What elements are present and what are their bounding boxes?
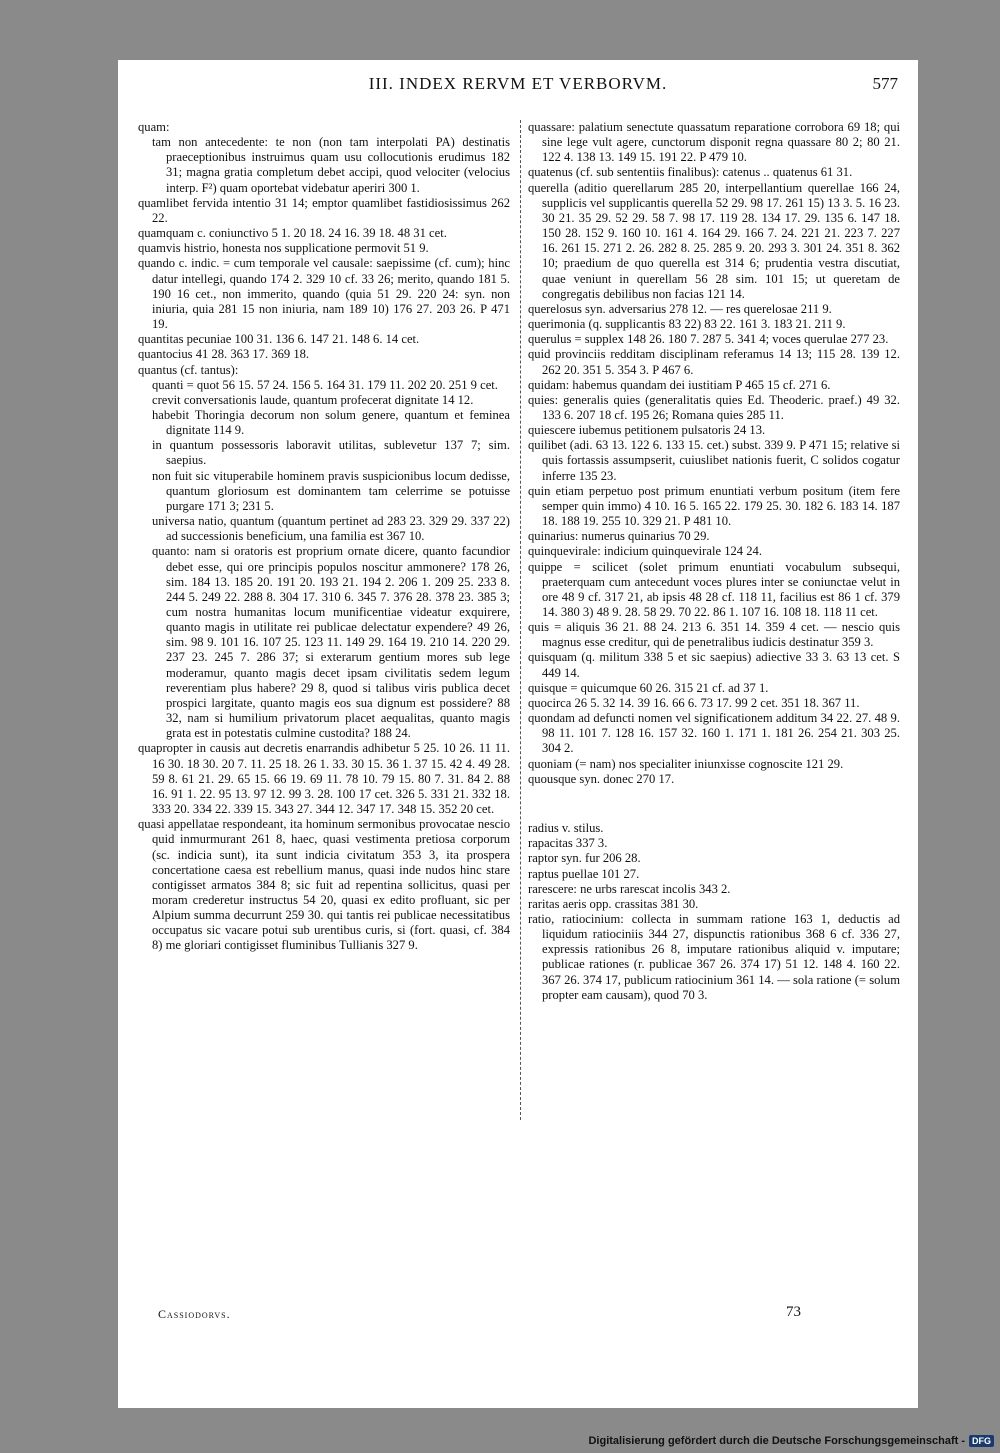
index-entry: quiescere iubemus petitionem pulsatoris 24 13. [528,423,766,438]
index-subentry: in quantum possessoris laboravit utilitas, sublevetur 137 7; sim. saepius. [152,438,510,468]
index-subentry: universa natio, quantum (quantum pertinet ad 283 23. 329 29. 337 22) ad successionis beneficium, una familia est 367 10. [152,514,510,544]
digitization-banner [588,1433,994,1449]
index-subentry: habebit Thoringia decorum non solum genere, quantum et feminea dignitate 114 9. [152,407,510,438]
index-entry: quamlibet fervida intentio 31 14; emptor quamlibet fastidiosissimus 262 22. [138,195,510,225]
index-entry: quatenus (cf. sub sententiis finalibus): catenus .. quatenus 61 31. [528,165,853,180]
index-subentry: quanti = quot 56 15. 57 24. 156 5. 164 31. 179 11. 202 20. 251 9 cet. [152,377,498,392]
page-number: 577 [872,74,898,93]
index-entry: querella (aditio querellarum 285 20, interpellantium querellae 166 24, supplicis vel supplicantis querella 52 29. 98 17. 261 15) 13 3. 5. 16 23. 30 21. 35 29. 52 29. 58 7. 98 17. 119 28. 134 17. 29. 135 6. 147 18. 150 28. 152 9. 160 10. 161 4. 164 29. 166 7. 24. 221 21. 223 7. 227 16. 261 15. 271 2. 26. 282 8. 25. 285 9. 20. 293 3. 301 24. 351 8. 362 10; praedium de quo querella est 314 6; prudentia vestra discutiat, quae veniunt in querellam 56 28 sim. 101 15; ut queretam de congregatis debilibus non facias 121 14. [528,180,900,301]
index-entry: quocirca 26 5. 32 14. 39 16. 66 6. 73 17. 99 2 cet. 351 18. 367 11. [528,695,860,710]
index-entry: rarescere: ne urbs rarescat incolis 343 2. [528,881,731,896]
index-entry: querimonia (q. supplicantis 83 22) 83 22. 161 3. 183 21. 211 9. [528,317,846,332]
index-entry: quam: [138,120,170,134]
index-entry: quassare: palatium senectute quassatum reparatione corrobora 69 18; qui sine lege vult agere, cunctorum disponit regna quassare 80 2; 80 21. 122 4. 138 13. 149 15. 191 22. P 479 10. [528,120,900,165]
index-entry: quin etiam perpetuo post primum enuntiati verbum positum (item fere semper quin immo) 4 10. 16 5. 165 22. 179 25. 30. 182 6. 183 14. 187 18. 188 19. 255 10. 329 21. P 481 10. [528,483,900,529]
index-entry: quilibet (adi. 63 13. 122 6. 133 15. cet.) subst. 339 9. P 471 15; relative si quis fortassis assumpserit, cuiuslibet nationis fuerit, C solidos cogatur inferre 135 23. [528,438,900,483]
index-entry: radius v. stilus. [528,821,604,836]
banner-text: Digitalisierung gefördert durch die Deutsche Forschungsgemeinschaft - [588,1435,965,1447]
index-subentry: quanto: nam si oratoris est proprium ornate dicere, quanto facundior debet esse, qui ore principis populos noscitur ammonere? 178 26, sim. 184 13. 185 20. 191 20. 193 21. 194 2. 206 1. 209 25. 233 8. 244 5. 249 22. 288 8. 304 17. 310 6. 345 7. 376 28. 378 23. 385 3; cum nostra humanitas locum munificentiae videatur exquirere, quanto magis in utilitate rei publicae delectatur expendere? 49 26, sim. 98 9. 101 16. 107 25. 123 11. 149 29. 164 19. 210 14. 220 29. 237 23. 245 7. 286 37; si exterarum gentium mores sub lege moderamur, quanto magis decet ipsam civilitatis sedem legum reverentiam plus habere? 29 8, quod si talibus viris publica decet prospici largitate, quanto magis eos sua dignum est possidere? 88 32, nam si humilium privatorum placet aequalitas, quanto magis grata est in potestatis culmine custodita? 188 24. [152,544,510,741]
index-subentry: tam non antecedente: te non (non tam interpolati PA) destinatis praeceptionibus instruimus quam usu collocutionis erudimus 182 31; magna gratia completum debet accipi, quod velociter (velocius interp. F²) quam oportebat videbatur aperiri 300 1. [152,135,510,195]
index-subentry: crevit conversationis laude, quantum profecerat dignitate 14 12. [152,392,474,407]
footer-author: Cassiodorvs. [158,1307,231,1321]
column-divider [520,120,521,1120]
book-page [118,60,918,1408]
index-entry: quando c. indic. = cum temporale vel causale: saepissime (cf. cum); hinc datur intellegi, quando 174 2. 329 10 cf. 33 26; merito, quando 181 5. 190 16 cet., non immerito, quando (quia 51 29. 220 24: syn. non iniuria, quia 281 15 non iniuria, nam 189 10) 176 27. 203 26. P 471 19. [138,256,510,332]
index-entry: querulus = supplex 148 26. 180 7. 287 5. 341 4; voces querulae 277 23. [528,332,889,347]
page-header [118,74,918,102]
index-entry: quies: generalis quies (generalitatis quies Ed. Theoderic. praef.) 49 32. 133 6. 207 18 cf. 195 26; Romana quies 285 11. [528,392,900,422]
index-entry: quisque = quicumque 60 26. 315 21 cf. ad 37 1. [528,680,769,695]
index-entry: quamvis histrio, honesta nos supplicatione permovit 51 9. [138,241,429,256]
index-entry: quondam ad defuncti nomen vel significationem additum 34 22. 27. 48 9. 98 11. 101 7. 128 16. 157 32. 160 1. 171 1. 181 26. 254 21. 303 25. 304 2. [528,711,900,756]
right-column [528,120,900,1003]
index-entry: raptor syn. fur 206 28. [528,851,641,866]
running-title: III. INDEX RERVM ET VERBORVM. [368,74,668,93]
index-entry: raptus puellae 101 27. [528,866,640,881]
index-entry: quoniam (= nam) nos specialiter iniunxisse cognoscite 121 29. [528,756,844,771]
dfg-logo-icon: DFG [969,1435,994,1447]
index-entry: quamquam c. coniunctivo 5 1. 20 18. 24 16. 39 18. 48 31 cet. [138,226,447,241]
index-entry: raritas aeris opp. crassitas 381 30. [528,896,699,911]
footer-signature: 73 [786,1304,801,1320]
index-subentry: non fuit sic vituperabile hominem pravis suspicionibus locum dedisse, quantum gloriosum est dominantem tam celerrime se potuisse purgare 171 3; 231 5. [152,468,510,513]
index-entry: quapropter in causis aut decretis enarrandis adhibetur 5 25. 10 26. 11 11. 16 30. 18 30. 20 7. 11. 25 18. 26 1. 33. 30 15. 36 1. 37 15. 42 4. 49 28. 59 8. 61 21. 29. 65 15. 66 19. 69 11. 78 10. 79 15. 80 7. 31. 84 2. 88 16. 91 1. 22. 95 13. 97 12. 99 3. 28. 100 17 cet. 326 5. 331 21. 332 18. 333 20. 334 22. 339 15. 343 27. 344 12. 347 17. 348 15. 352 20 cet. [138,741,510,817]
left-column [138,120,510,954]
index-entry: rapacitas 337 3. [528,836,608,851]
index-entry: quantitas pecuniae 100 31. 136 6. 147 21. 148 6. 14 cet. [138,332,420,347]
index-entry: quippe = scilicet (solet primum enuntiati vocabulum subsequi, praeterquam cum antecedunt voces plures inter se coniunctae velut in ore 48 9 cf. 317 21, ab ipsis 48 28 cf. 118 11, facilius est 86 1 cf. 379 14. 380 3) 48 9. 28. 58 29. 70 22. 86 1. 107 16. 108 18. 118 11 cet. [528,559,900,619]
index-entry: quantocius 41 28. 363 17. 369 18. [138,347,310,362]
index-entry: quidam: habemus quandam dei iustitiam P 465 15 cf. 271 6. [528,377,831,392]
index-entry: querelosus syn. adversarius 278 12. — res querelosae 211 9. [528,301,832,316]
index-entry: quid provinciis redditam disciplinam referamus 14 13; 115 28. 139 12. 262 20. 351 5. 354 3. P 467 6. [528,347,900,377]
index-entry: ratio, ratiocinium: collecta in summam ratione 163 1, deductis ad liquidum ratiociniis 344 27, dispunctis rationibus 368 6 cf. 336 27, expressis rationibus 26 8, imputare rationibus aliquid v. imputare; publicae rationes (r. publicae 367 26. 374 17) 51 12. 148 4. 160 22. 367 26. 374 17, publicum ratiocinium 361 14. — sola ratione (= solum propter eam causam), quod 70 3. [528,912,900,1002]
index-entry: quinarius: numerus quinarius 70 29. [528,529,710,544]
section-gap [528,799,900,808]
index-entry: quis = aliquis 36 21. 88 24. 213 6. 351 14. 359 4 cet. — nescio quis magnus esse creditur, qui de penetralibus iudicis destinatur 359 3. [528,620,900,650]
index-entry: quantus (cf. tantus): [138,362,239,377]
index-entry: quousque syn. donec 270 17. [528,771,675,786]
index-entry: quasi appellatae respondeant, ita hominum sermonibus provocatae nescio quid inmurmurant 261 8, haec, quasi vestimenta pretiosa corporum (sc. indicia sunt), ita sunt indicia civitatum 353 3, ita prospera concertatione caesa est rebellium manus, quasi inde nudos hinc stare contigisset armatos 384 8; sic fuit ad repentina sollicitus, quasi per moram crederetur instructus 54 20, quasi ex edito profluant, sic per Alpium summa decurrunt 259 30. qui tantis rei publicae necessitatibus occupatus sic vacare potui sub urentibus curis, si (fort. quasi, cf. 384 8) me gloriari contigisset fluminibus Tullianis 327 9. [138,817,510,953]
index-entry: quinquevirale: indicium quinquevirale 124 24. [528,544,762,559]
index-entry: quisquam (q. militum 338 5 et sic saepius) adiective 33 3. 63 13 cet. S 449 14. [528,650,900,680]
